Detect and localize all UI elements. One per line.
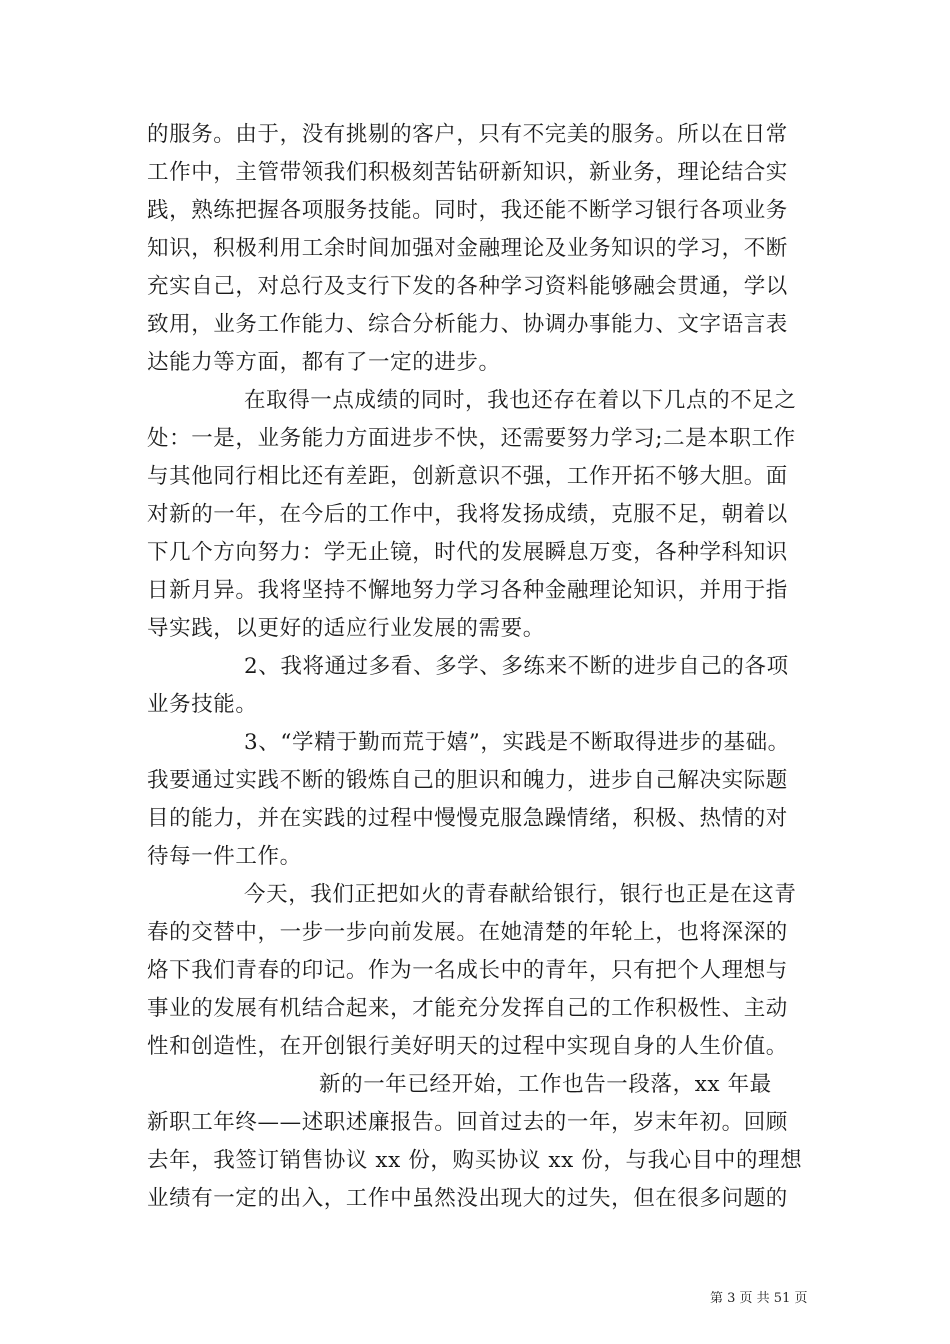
text-line: 目的能力，并在实践的过程中慢慢克服急躁情绪，积极、热情的对 [147, 806, 788, 831]
text-line: 2、我将通过多看、多学、多练来不断的进步自己的各项 [244, 654, 789, 679]
text-line: 事业的发展有机结合起来，才能充分发挥自己的工作积极性、主动 [147, 996, 788, 1021]
text-line: 导实践，以更好的适应行业发展的需要。 [147, 616, 545, 641]
page-number-footer: 第 3 页 共 51 页 [710, 1291, 808, 1306]
text-line: 去年，我签订销售协议 xx 份，购买协议 xx 份，与我心目中的理想 [147, 1148, 803, 1173]
text-line: 待每一件工作。 [147, 844, 302, 869]
text-line: 性和创造性，在开创银行美好明天的过程中实现自身的人生价值。 [147, 1034, 788, 1059]
text-line: 业绩有一定的出入，工作中虽然没出现大的过失，但在很多问题的 [147, 1186, 788, 1211]
text-line: 下几个方向努力：学无止镜，时代的发展瞬息万变，各种学科知识 [147, 540, 788, 565]
text-line: 在取得一点成绩的同时，我也还存在着以下几点的不足之 [244, 388, 797, 413]
text-line: 工作中，主管带领我们积极刻苦钻研新知识，新业务，理论结合实 [147, 160, 788, 185]
text-line: 致用，业务工作能力、综合分析能力、协调办事能力、文字语言表 [147, 312, 788, 337]
text-line: 我要通过实践不断的锻炼自己的胆识和魄力，进步自己解决实际题 [147, 768, 788, 793]
text-line: 日新月异。我将坚持不懈地努力学习各种金融理论知识，并用于指 [147, 578, 788, 603]
text-line: 新职工年终——述职述廉报告。回首过去的一年，岁末年初。回顾 [147, 1110, 788, 1135]
text-line: 知识，积极利用工余时间加强对金融理论及业务知识的学习，不断 [147, 236, 788, 261]
text-line: 业务技能。 [147, 692, 258, 717]
text-line: 践，熟练把握各项服务技能。同时，我还能不断学习银行各项业务 [147, 198, 788, 223]
text-line: 与其他同行相比还有差距，创新意识不强，工作开拓不够大胆。面 [147, 464, 788, 489]
text-line: 春的交替中，一步一步向前发展。在她清楚的年轮上，也将深深的 [147, 920, 788, 945]
text-line: 充实自己，对总行及支行下发的各种学习资料能够融会贯通，学以 [147, 274, 788, 299]
text-line: 烙下我们青春的印记。作为一名成长中的青年，只有把个人理想与 [147, 958, 788, 983]
text-line: 新的一年已经开始，工作也告一段落，xx 年最 [319, 1072, 772, 1097]
text-line: 处：一是，业务能力方面进步不快，还需要努力学习;二是本职工作 [147, 426, 796, 451]
text-line: 对新的一年，在今后的工作中，我将发扬成绩，克服不足，朝着以 [147, 502, 788, 527]
text-line: 的服务。由于，没有挑剔的客户，只有不完美的服务。所以在日常 [147, 122, 788, 147]
text-line: 3、“学精于勤而荒于嬉”，实践是不断取得进步的基础。 [244, 730, 790, 755]
text-line: 达能力等方面，都有了一定的进步。 [147, 350, 501, 375]
text-line: 今天，我们正把如火的青春献给银行，银行也正是在这青 [244, 882, 797, 907]
